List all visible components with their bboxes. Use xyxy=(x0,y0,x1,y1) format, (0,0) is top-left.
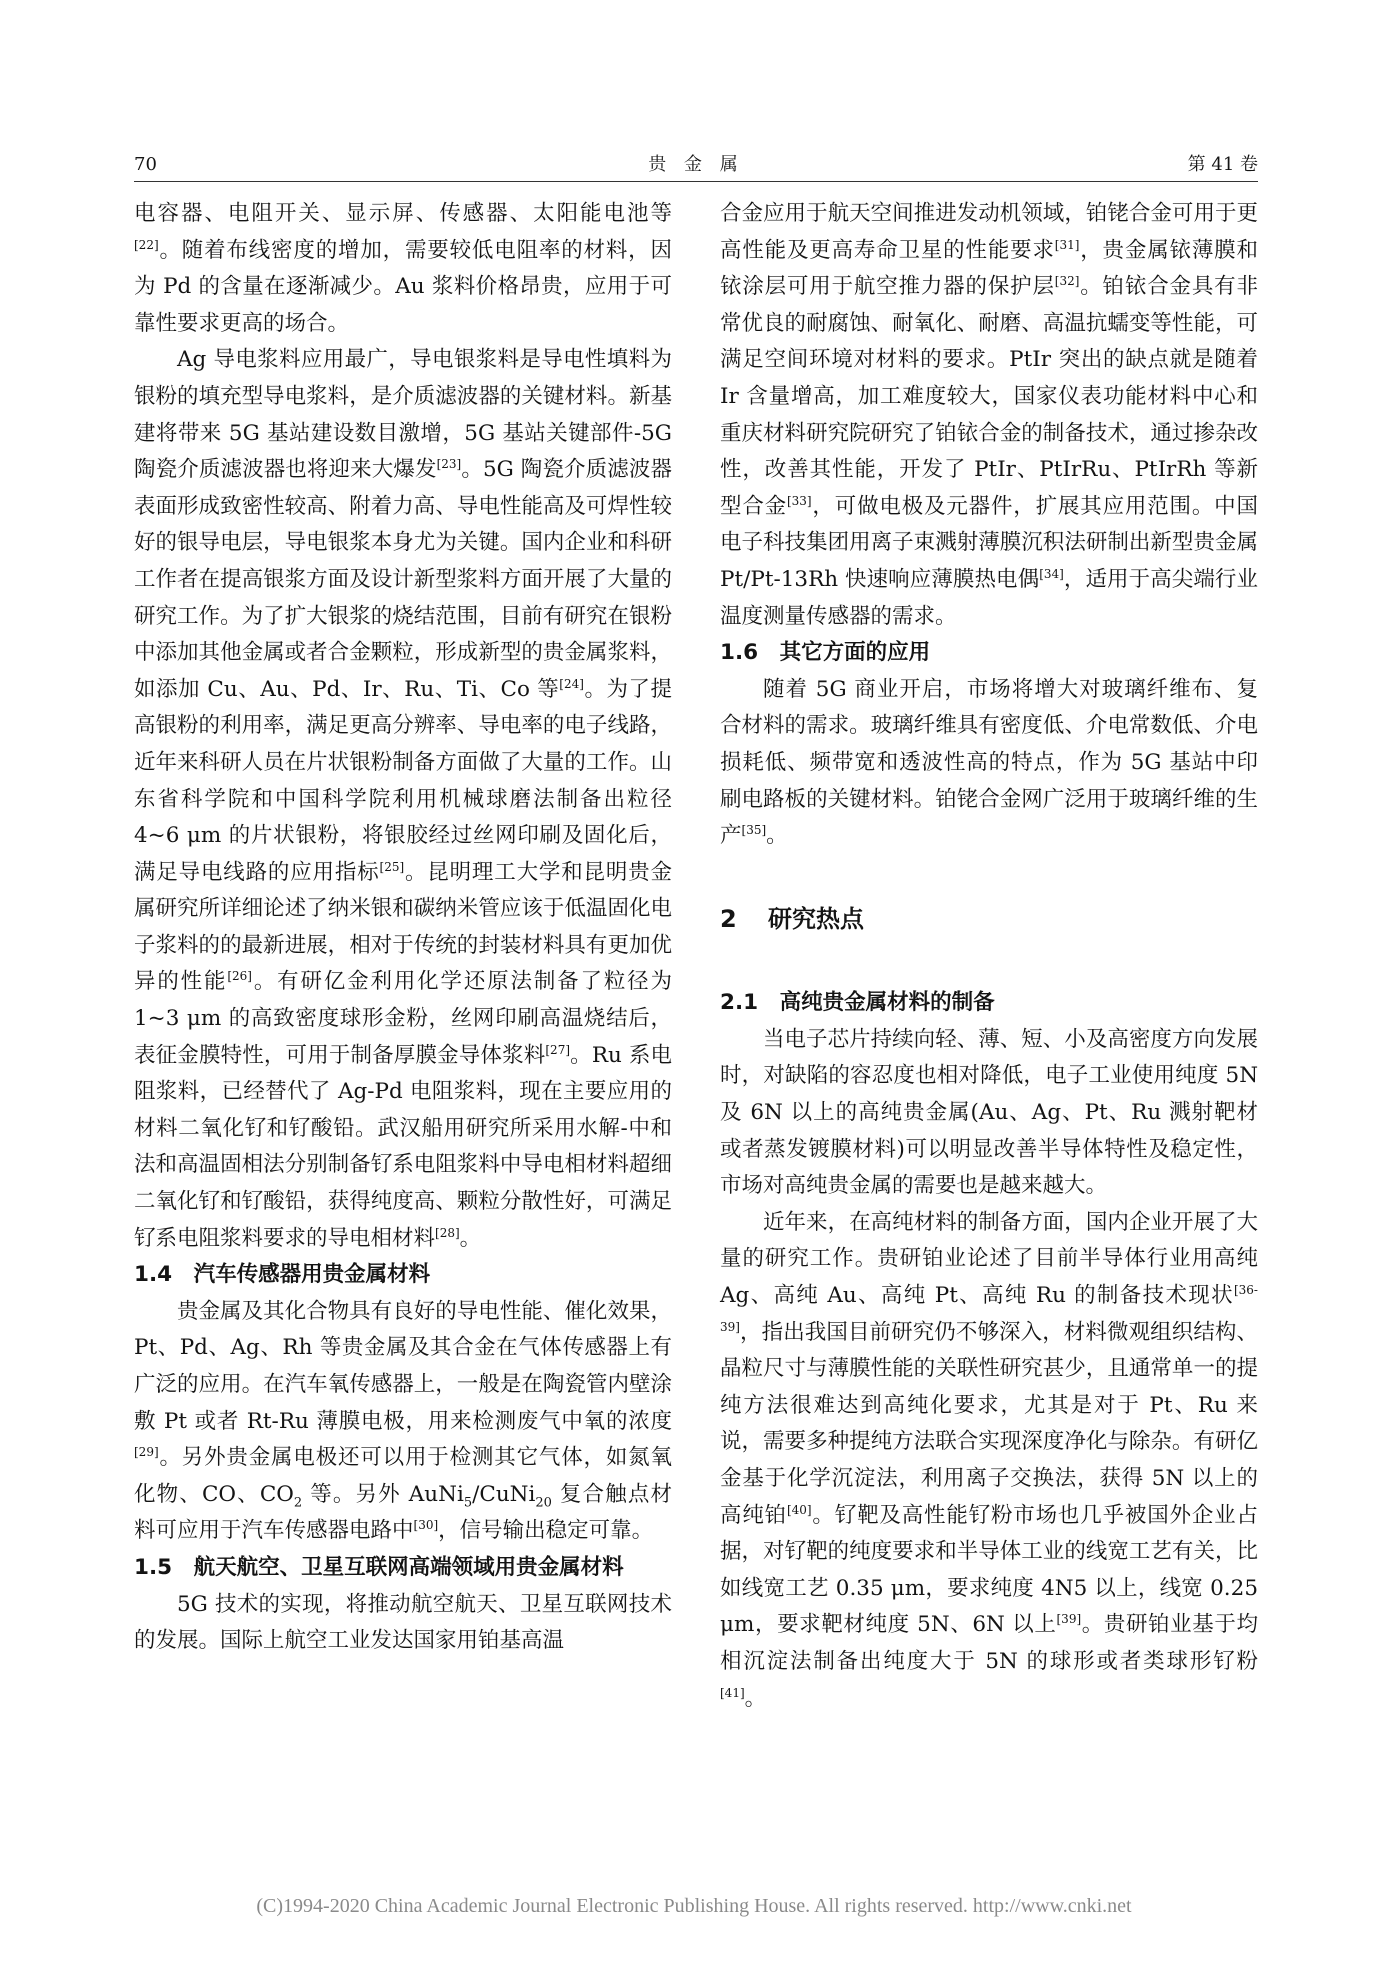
chapter-number: 2 xyxy=(720,904,737,933)
chapter-title: 研究热点 xyxy=(768,904,864,933)
body-paragraph: 近年来，在高纯材料的制备方面，国内企业开展了大量的研究工作。贵研铂业论述了目前半导体行业用高纯 Ag、高纯 Au、高纯 Pt、高纯 Ru 的制备技术现状[36-39]，指出我国目前研究仍不够深入，材料微观组织结构、晶粒尺寸与薄膜性能的关联性研究甚少，且通常单一的提纯方法很难达到高纯化要求，尤其是对于 Pt、Ru 来说，需要多种提纯方法联合实现深度净化与除杂。有研亿金基于化学沉淀法，利用离子交换法，获得 5N 以上的高纯铂[40]。钌靶及高性能钌粉市场也几乎被国外企业占据，对钌靶的纯度要求和半导体工业的线宽工艺有关，比如线宽工艺 0.35 μm，要求纯度 4N5 以上，线宽 0.25 μm，要求靶材纯度 5N、6N 以上[39]。贵研铂业基于均相沉淀法制备出纯度大于 5N 的球形或者类球形钌粉[41]。 xyxy=(720,1209,1258,1711)
right-column xyxy=(720,196,1258,1717)
journal-title: 贵 金 属 xyxy=(648,154,744,175)
left-column xyxy=(134,196,672,1660)
body-paragraph: Ag 导电浆料应用最广，导电银浆料是导电性填料为银粉的填充型导电浆料，是介质滤波器的关键材料。新基建将带来 5G 基站建设数目激增，5G 基站关键部件-5G 陶瓷介质滤波器也将迎来大爆发[23]。5G 陶瓷介质滤波器表面形成致密性较高、附着力高、导电性能高及可焊性较好的银导电层，导电银浆本身尤为关键。国内企业和科研工作者在提高银浆方面及设计新型浆料方面开展了大量的研究工作。为了扩大银浆的烧结范围，目前有研究在银粉中添加其他金属或者合金颗粒，形成新型的贵金属浆料，如添加 Cu、Au、Pd、Ir、Ru、Ti、Co 等[24]。为了提高银粉的利用率，满足更高分辨率、导电率的电子线路，近年来科研人员在片状银粉制备方面做了大量的工作。山东省科学院和中国科学院利用机械球磨法制备出粒径 4~6 μm 的片状银粉，将银胶经过丝网印刷及固化后，满足导电线路的应用指标[25]。昆明理工大学和昆明贵金属研究所详细论述了纳米银和碳纳米管应该于低温固化电子浆料的的最新进展，相对于传统的封装材料具有更加优异的性能[26]。有研亿金利用化学还原法制备了粒径为 1~3 μm 的高致密度球形金粉，丝网印刷高温烧结后，表征金膜特性，可用于制备厚膜金导体浆料[27]。Ru 系电阻浆料，已经替代了 Ag-Pd 电阻浆料，现在主要应用的材料二氧化钌和钌酸铅。武汉船用研究所采用水解-中和法和高温固相法分别制备钌系电阻浆料中导电相材料超细二氧化钌和钌酸铅，获得纯度高、颗粒分散性好，可满足钌系电阻浆料要求的导电相材料[28]。 xyxy=(134,347,672,1251)
body-paragraph: 随着 5G 商业开启，市场将增大对玻璃纤维布、复合材料的需求。玻璃纤维具有密度低、介电常数低、介电损耗低、频带宽和透波性高的特点，作为 5G 基站中印刷电路板的关键材料。铂铑合金网广泛用于玻璃纤维的生产[35]。 xyxy=(720,676,1258,849)
section-heading: 2.1 高纯贵金属材料的制备 xyxy=(720,990,995,1016)
body-paragraph: 电容器、电阻开关、显示屏、传感器、太阳能电池等[22]。随着布线密度的增加，需要较低电阻率的材料，因为 Pd 的含量在逐渐减少。Au 浆料价格昂贵，应用于可靠性要求更高的场合。 xyxy=(134,201,672,336)
copyright-footer: (C)1994-2020 China Academic Journal Electronic Publishing House. All rights reserved. http://www.cnki.net xyxy=(256,1895,1132,1917)
chapter-heading xyxy=(720,901,1258,938)
section-heading: 1.6 其它方面的应用 xyxy=(720,640,931,666)
body-paragraph: 5G 技术的实现，将推动航空航天、卫星互联网技术的发展。国际上航空工业发达国家用铂基高温 xyxy=(134,1591,672,1654)
body-paragraph: 贵金属及其化合物具有良好的导电性能、催化效果，Pt、Pd、Ag、Rh 等贵金属及其合金在气体传感器上有广泛的应用。在汽车氧传感器上，一般是在陶瓷管内壁涂敷 Pt 或者 Rt-Ru 薄膜电极，用来检测废气中氧的浓度[29]。另外贵金属电极还可以用于检测其它气体，如氮氧化物、CO、$CO_2$ 等。另外 AuNi$_5$/CuNi$_{20}$ 复合触点材料可应用于汽车传感器电路中[30]，信号输出稳定可靠。 xyxy=(134,1298,672,1544)
body-paragraph: 当电子芯片持续向轻、薄、短、小及高密度方向发展时，对缺陷的容忍度也相对降低，电子工业使用纯度 5N 及 6N 以上的高纯贵金属(Au、Ag、Pt、Ru 溅射靶材或者蒸发镀膜材料)可以明显改善半导体特性及稳定性，市场对高纯贵金属的需要也是越来越大。 xyxy=(720,1026,1258,1199)
header-rule xyxy=(134,181,1258,182)
section-heading: 1.4 汽车传感器用贵金属材料 xyxy=(134,1262,431,1288)
section-heading: 1.5 航天航空、卫星互联网高端领域用贵金属材料 xyxy=(134,1554,624,1580)
body-paragraph: 合金应用于航天空间推进发动机领域，铂铑合金可用于更高性能及更高寿命卫星的性能要求[31]，贵金属铱薄膜和铱涂层可用于航空推力器的保护层[32]。铂铱合金具有非常优良的耐腐蚀、耐氧化、耐磨、高温抗蠕变等性能，可满足空间环境对材料的要求。PtIr 突出的缺点就是随着 Ir 含量增高，加工难度较大，国家仪表功能材料中心和重庆材料研究院研究了铂铱合金的制备技术，通过掺杂改性，改善其性能，开发了 PtIr、PtIrRu、PtIrRh 等新型合金[33]，可做电极及元器件，扩展其应用范围。中国电子科技集团用离子束溅射薄膜沉积法研制出新型贵金属 Pt/Pt-13Rh 快速响应薄膜热电偶[34]，适用于高尖端行业温度测量传感器的需求。 xyxy=(720,201,1258,629)
running-header xyxy=(134,150,1258,180)
page-number: 70 xyxy=(134,154,157,175)
volume-label: 第 41 卷 xyxy=(1187,154,1258,175)
